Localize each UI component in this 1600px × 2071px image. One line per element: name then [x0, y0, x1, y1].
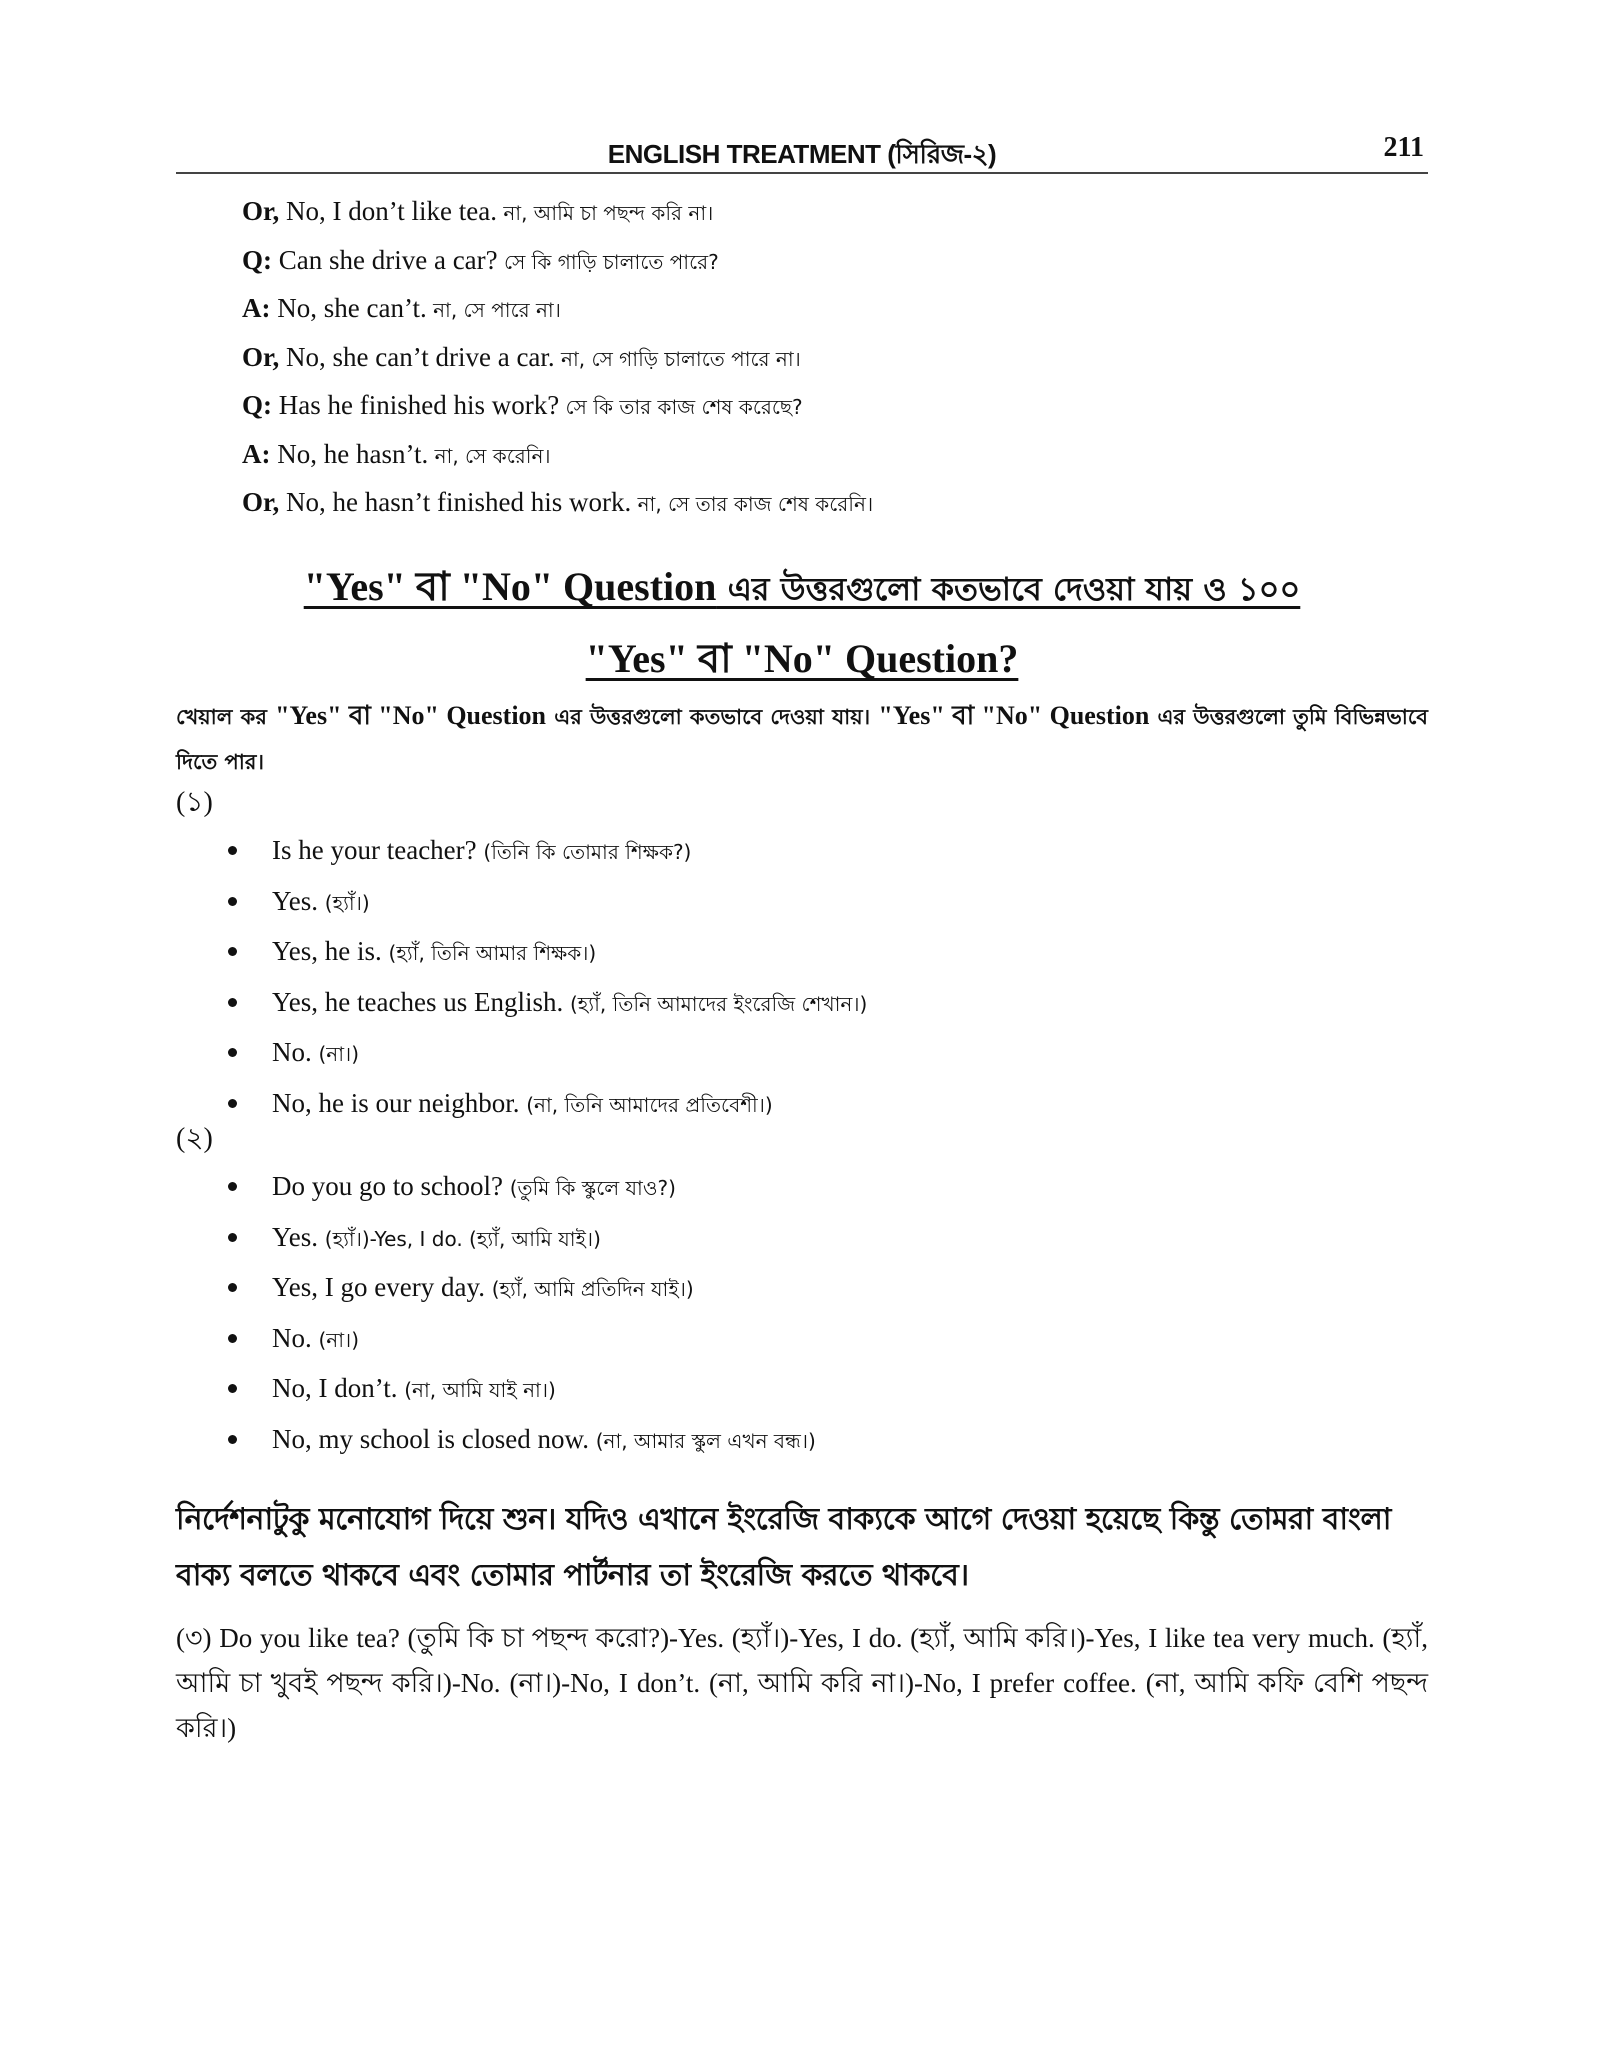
- list-item: [226, 1213, 1376, 1264]
- list-item: [226, 978, 1376, 1029]
- qa-line: [242, 188, 1392, 237]
- list-item: [226, 1263, 1376, 1314]
- intro-text: "Yes" বা "No" Question: [878, 701, 1150, 730]
- list-item: [226, 1162, 1376, 1213]
- qa-bangla: না, সে তার কাজ শেষ করেনি।: [631, 492, 874, 516]
- page-number: 211: [1383, 132, 1424, 163]
- qa-line: [242, 285, 1392, 334]
- item-english: Is he your teacher?: [272, 835, 484, 865]
- qa-lead: Q:: [242, 390, 272, 420]
- bullet-icon: [228, 1099, 237, 1108]
- item-bangla: (হ্যাঁ, তিনি আমাদের ইংরেজি শেখান।): [569, 991, 868, 1016]
- item-english: No, he is our neighbor.: [272, 1087, 527, 1118]
- intro-paragraph: [176, 694, 1428, 784]
- qa-bangla: সে কি তার কাজ শেষ করেছে?: [559, 395, 803, 419]
- item-english: Yes, he is.: [272, 936, 389, 966]
- heading-line-2: [176, 624, 1428, 694]
- qa-line: [242, 237, 1392, 286]
- qa-english: Has he finished his work?: [272, 390, 560, 420]
- section-heading: [176, 552, 1428, 694]
- intro-text: এর উত্তরগুলো কতভাবে দেওয়া যায়।: [546, 705, 879, 729]
- item-english: Do you go to school?: [272, 1171, 510, 1201]
- intro-text: "Yes" বা "No" Question: [275, 701, 547, 730]
- bullet-icon: [228, 1435, 237, 1444]
- qa-english: No, he hasn’t finished his work.: [279, 487, 632, 517]
- heading-line-2-text: "Yes" বা "No" Question?: [585, 636, 1019, 681]
- item-english: No.: [272, 1037, 319, 1067]
- qa-line: [242, 479, 1392, 528]
- item-bangla: (তুমি কি স্কুলে যাও?): [509, 1176, 676, 1200]
- list-item: [226, 1314, 1376, 1365]
- heading-line-1: [176, 552, 1428, 624]
- running-title: ENGLISH TREATMENT (সিরিজ-২): [607, 139, 997, 169]
- item-english: No.: [272, 1322, 319, 1353]
- qa-bangla: সে কি গাড়ি চালাতে পারে?: [497, 249, 719, 274]
- list-item: [226, 927, 1376, 978]
- section-number-2: (২): [176, 1123, 213, 1154]
- qa-line: [242, 382, 1392, 431]
- qa-bangla: না, সে করেনি।: [428, 443, 551, 468]
- qa-english: No, he hasn’t.: [270, 438, 429, 469]
- bullet-icon: [228, 1334, 237, 1343]
- list-item: [226, 1364, 1376, 1415]
- qa-bangla: না, আমি চা পছন্দ করি না।: [496, 201, 714, 225]
- qa-english: No, I don’t like tea.: [279, 196, 497, 226]
- qa-english: No, she can’t drive a car.: [279, 341, 555, 372]
- intro-text: খেয়াল কর: [176, 705, 276, 729]
- bullet-icon: [228, 1233, 237, 1242]
- instruction-paragraph: নির্দেশনাটুকু মনোযোগ দিয়ে শুন। যদিও এখানে ইংরেজি বাক্যকে আগে দেওয়া হয়েছে কিন্তু তোমরা বাংলা বাক্য বলতে থাকবে এবং তোমার পার্টনার তা ইংরেজি করতে থাকবে।: [176, 1502, 1391, 1593]
- qa-lead: A:: [242, 438, 271, 469]
- qa-lead: Or,: [242, 341, 280, 372]
- list-item: [226, 877, 1376, 928]
- item-english: Yes.: [272, 1221, 325, 1252]
- list-item: [226, 826, 1376, 877]
- heading-line-1-english: "Yes" বা "No" Question: [303, 564, 717, 609]
- bullet-icon: [228, 897, 237, 906]
- heading-line-1-bangla: এর উত্তরগুলো কতভাবে দেওয়া যায় ও ১০০: [716, 570, 1301, 608]
- bullet-icon: [228, 947, 237, 956]
- bullet-icon: [228, 1384, 237, 1393]
- intro-text: এর উত্তরগুলো তুমি বিভিন্নভাবে দিতে পার।: [176, 705, 1428, 774]
- example-list-2: [226, 1162, 1376, 1465]
- section-number-1: (১): [176, 787, 213, 818]
- qa-lead: Or,: [242, 196, 280, 226]
- bullet-icon: [228, 846, 237, 855]
- list-item: [226, 1415, 1376, 1466]
- item-bangla: (না।): [318, 1327, 359, 1352]
- bullet-icon: [228, 1283, 237, 1292]
- example-list-1: [226, 826, 1376, 1129]
- list-item: [226, 1028, 1376, 1079]
- bullet-icon: [228, 1048, 237, 1057]
- item-english: Yes, I go every day.: [272, 1272, 492, 1302]
- item-bangla: (হ্যাঁ।): [324, 890, 370, 915]
- bullet-icon: [228, 998, 237, 1007]
- qa-english: Can she drive a car?: [272, 244, 498, 275]
- qa-lead: Q:: [242, 244, 272, 275]
- item-bangla: (হ্যাঁ।)-Yes, I do. (হ্যাঁ, আমি যাই।): [324, 1226, 601, 1251]
- qa-bangla: না, সে গাড়ি চালাতে পারে না।: [554, 346, 801, 371]
- item-english: Yes.: [272, 885, 325, 916]
- bullet-icon: [228, 1182, 237, 1191]
- example-3-paragraph: (৩) Do you like tea? (তুমি কি চা পছন্দ করো?)-Yes. (হ্যাঁ।)-Yes, I do. (হ্যাঁ, আমি করি।)-Yes, I like tea very much. (হ্যাঁ, আমি চা খুবই পছন্দ করি।)-No. (না।)-No, I don’t. (না, আমি করি না।)-No, I prefer coffee. (না, আমি কফি বেশি পছন্দ করি।): [176, 1623, 1428, 1743]
- list-item: [226, 1079, 1376, 1130]
- running-header: [176, 130, 1428, 174]
- item-bangla: (না।): [318, 1042, 359, 1066]
- qa-english: No, she can’t.: [270, 293, 427, 323]
- qa-line: [242, 334, 1392, 383]
- item-bangla: (তিনি কি তোমার শিক্ষক?): [483, 840, 692, 864]
- qa-lead: Or,: [242, 487, 280, 517]
- qa-line: [242, 431, 1392, 480]
- item-bangla: (হ্যাঁ, আমি প্রতিদিন যাই।): [491, 1277, 694, 1301]
- item-bangla: (হ্যাঁ, তিনি আমার শিক্ষক।): [388, 941, 597, 965]
- item-bangla: (না, তিনি আমাদের প্রতিবেশী।): [526, 1092, 773, 1117]
- qa-lead: A:: [242, 293, 271, 323]
- qa-bangla: না, সে পারে না।: [426, 298, 561, 322]
- item-bangla: (না, আমি যাই না।): [404, 1378, 556, 1402]
- item-english: No, my school is closed now.: [272, 1423, 596, 1454]
- item-english: No, I don’t.: [272, 1373, 405, 1403]
- item-bangla: (না, আমার স্কুল এখন বন্ধ।): [595, 1428, 816, 1453]
- item-english: Yes, he teaches us English.: [272, 986, 570, 1017]
- qa-dialogue-block: [242, 188, 1392, 528]
